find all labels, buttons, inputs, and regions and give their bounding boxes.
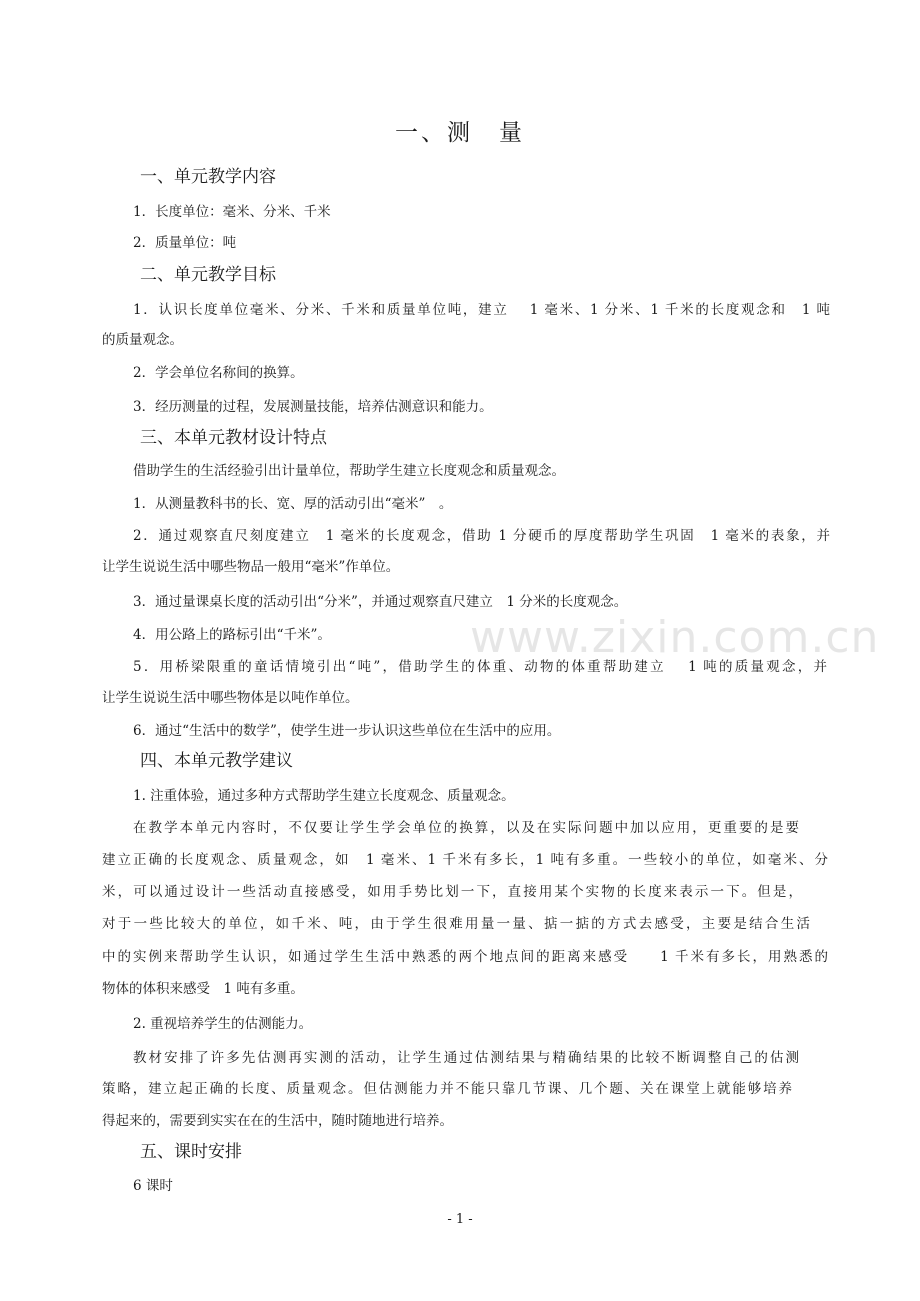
paragraph: 2．学会单位名称间的换算。	[133, 365, 304, 381]
section-heading-features: 三、本单元教材设计特点	[140, 428, 327, 448]
paragraph: 得起来的，需要到实实在在的生活中，随时随地进行培养。	[102, 1113, 453, 1129]
paragraph: 2．质量单位：吨	[133, 235, 237, 251]
paragraph: 5．用桥梁限重的童话情境引出“吨”，借助学生的体重、动物的体重帮助建立 1 吨的质量观念，并	[133, 659, 827, 675]
paragraph: 在教学本单元内容时，不仅要让学生学会单位的换算，以及在实际问题中加以应用，更重要的是要	[133, 820, 799, 836]
paragraph: 对于一些比较大的单位，如千米、吨，由于学生很难用量一量、掂一掂的方式去感受，主要是结合生活	[102, 916, 810, 932]
paragraph: 6．通过“生活中的数学”，使学生进一步认识这些单位在生活中的应用。	[133, 723, 561, 739]
paragraph: 1. 注重体验，通过多种方式帮助学生建立长度观念、质量观念。	[133, 788, 515, 804]
paragraph: 3．经历测量的过程，发展测量技能，培养估测意识和能力。	[133, 399, 493, 415]
paragraph: 2．通过观察直尺刻度建立 1 毫米的长度观念，借助 1 分硬币的厚度帮助学生巩固 1 毫米的表象，并	[133, 528, 830, 544]
paragraph: 1．长度单位：毫米、分米、千米	[133, 204, 331, 220]
paragraph: 教材安排了许多先估测再实测的活动，让学生通过估测结果与精确结果的比较不断调整自己的估测	[133, 1050, 799, 1066]
paragraph: 4．用公路上的路标引出“千米”。	[133, 627, 331, 643]
paragraph: 建立正确的长度观念、质量观念，如 1 毫米、1 千米有多长，1 吨有多重。一些较小的单位，如毫米、分	[102, 852, 828, 868]
paragraph: 1．从测量教科书的长、宽、厚的活动引出“毫米” 。	[133, 496, 453, 512]
paragraph: 物体的体积来感受 1 吨有多重。	[102, 981, 304, 997]
page-title: 一、测 量	[395, 120, 525, 146]
paragraph: 中的实例来帮助学生认识，如通过学生生活中熟悉的两个地点间的距离来感受 1 千米有多长，用熟悉的	[102, 949, 828, 965]
watermark: www.zixin.com.cn	[470, 612, 880, 663]
paragraph: 2. 重视培养学生的估测能力。	[133, 1016, 313, 1032]
section-heading-content: 一、单元教学内容	[140, 167, 276, 187]
paragraph: 让学生说说生活中哪些物体是以吨作单位。	[102, 690, 359, 706]
paragraph: 1．认识长度单位毫米、分米、千米和质量单位吨，建立 1 毫米、1 分米、1 千米的长度观念和 1 吨	[133, 302, 830, 318]
paragraph: 让学生说说生活中哪些物品一般用“毫米”作单位。	[102, 559, 400, 575]
section-heading-schedule: 五、课时安排	[140, 1142, 242, 1162]
paragraph: 的质量观念。	[102, 332, 183, 348]
page-number: - 1 -	[447, 1212, 473, 1227]
section-heading-suggestions: 四、本单元教学建议	[140, 751, 293, 771]
paragraph: 米，可以通过设计一些活动直接感受，如用手势比划一下，直接用某个实物的长度来表示一下。但是，	[102, 884, 802, 900]
paragraph: 借助学生的生活经验引出计量单位，帮助学生建立长度观念和质量观念。	[133, 463, 565, 479]
paragraph: 6 课时	[133, 1178, 173, 1194]
paragraph: 3．通过量课桌长度的活动引出“分米”，并通过观察直尺建立 1 分米的长度观念。	[133, 594, 628, 610]
paragraph: 策略，建立起正确的长度、质量观念。但估测能力并不能只靠几节课、几个题、关在课堂上就能够培养	[102, 1081, 792, 1097]
section-heading-goals: 二、单元教学目标	[140, 265, 276, 285]
